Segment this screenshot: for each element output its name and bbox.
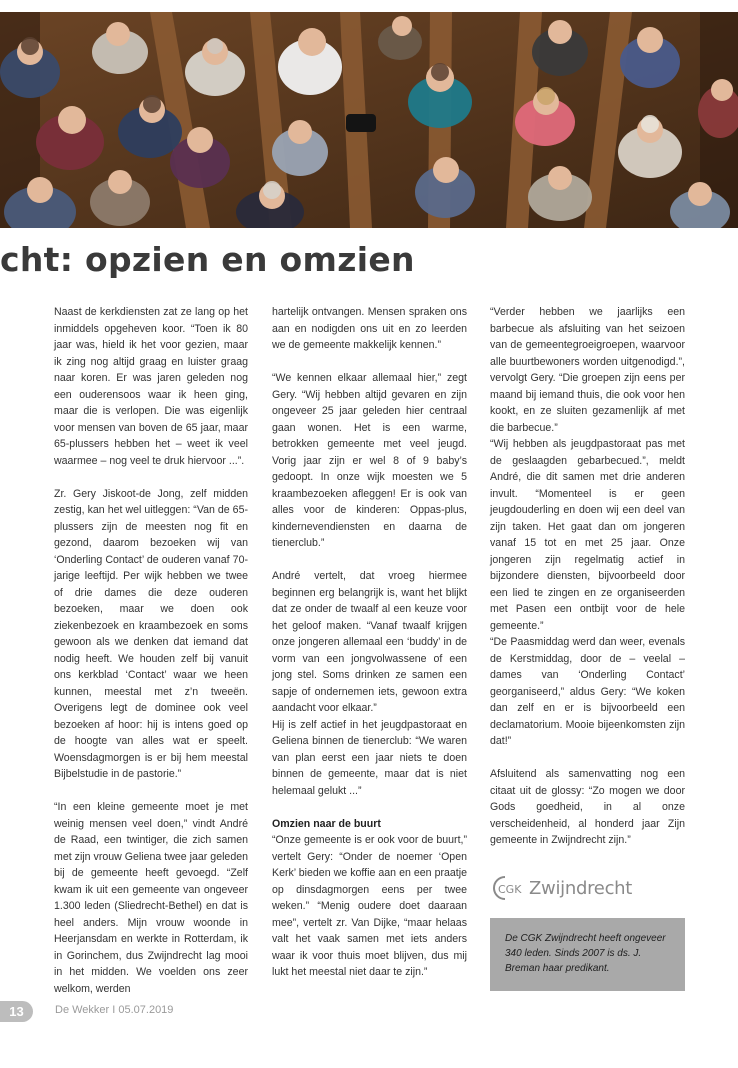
paragraph: “Wij hebben als jeugdpastoraat pas met de geslaagden gebarbecued.”, meldt André, die dit samen met drie anderen invult. “Momenteel is er geen jeugdouderling en doen wij een deel van zijn taken. Het gaat dan om jongeren vanaf 15 tot en met 25 jaar. Onze jongeren zijn regelmatig actief in bijzondere diensten, bijvoorbeeld door een lied te zingen en ze organiseerden met Pasen een ontbijt voor de hele gemeente.” [490,438,685,632]
footer-publication: De Wekker I 05.07.2019 [55,1004,174,1016]
cgk-logo-mark-icon [491,873,525,903]
info-box [490,918,685,991]
paragraph: Zr. Gery Jiskoot-de Jong, zelf midden zestig, kan het wel uitleggen: “Van de 65-plussers zijn de meesten nog fit en gezond, daarom bezoeken wij van ‘Onderling Contact’ de ouderen vanaf 70-jarige leeftijd. Per wijk hebben we twee of drie dames die deze ouderen bezoeken, maar we doen ook ziekenbezoek en kraambezoek en soms gewoon als we denken dat iemand dat nodig heeft. We houden zelf bij vanuit ons kerkblad ‘Contact’ waar we heen kunnen, meestal met z’n tweeën. Overigens legt de dominee ook veel bezoeken af hoor: hij is intens goed op de hoogte van alles wat er speelt. Woensdagmorgen is er bij hem meestal Bijbelstudie in de pastorie.” [54,487,248,780]
paragraph: Afsluitend als samenvatting nog een citaat uit de glossy: “Zo mogen we door Gods goedheid, in al onze verscheidenheid, al honderd jaar Zijn gemeente in Zwijndrecht zijn.” [490,768,685,846]
paragraph: “De Paasmiddag werd dan weer, evenals de Kerstmiddag, door de – veelal – dames van ‘Onderling Contact’ georganiseerd,” aldus Gery: “We koken dan zelf en er is bijvoorbeeld een declamatorium. Mooie bijeenkomsten zijn dat!” [490,636,685,747]
page-number-badge: 13 [0,1001,33,1022]
info-box-text: De CGK Zwijndrecht heeft ongeveer 340 leden. Sinds 2007 is ds. J. Breman haar predikant. [505,933,666,974]
paragraph: hartelijk ontvangen. Mensen spraken ons aan en nodigden ons uit en zo leerden we de gemeente makkelijk kennen.” [272,306,467,351]
logo-wordmark: Zwijndrecht [529,877,633,899]
paragraph: Naast de kerkdiensten zat ze lang op het inmiddels opgeheven koor. “Toen ik 80 jaar was, hield ik het voor gezien, maar ik zing nog altijd graag en luister graag naar koren. Er was jaren geleden nog een ouderensoos waar ik heen ging, maar die is verlopen. Die was eigenlijk voor mensen van boven de 65 jaar, maar 65-plussers hebben het – weet ik veel waarmee – nog veel te druk hiervoor ...”. [54,306,248,467]
article-column-3 [490,304,685,849]
paragraph: “Verder hebben we jaarlijks een barbecue als afsluiting van het seizoen van de gemeentegroeigroepen, waarvoor alle buurtbewoners worden uitgenodigd.”, vervolgt Gery. “Die groepen zijn eens per maand bij iemand thuis, die ook voor hen kookt, en ze sluiten gezamenlijk af met die barbecue.” [490,306,685,434]
article-headline: cht: opzien en omzien [0,240,415,279]
header-photo [0,12,738,228]
section-subheading: Omzien naar de buurt [272,817,381,830]
article-column-2 [272,304,467,981]
paragraph: “In een kleine gemeente moet je met weinig mensen veel doen,” vindt André de Raad, een twintiger, die zich samen met zijn vrouw Geliena twee jaar geleden bij de gemeente heeft gevoegd. “Zelf kwam ik uit een gemeente van ongeveer 1.300 leden (Sliedrecht-Bethel) en dat is heel anders. Mijn vrouw woonde in Heerjansdam en werkte in Rotterdam, ik in Gorinchem, dus Zwijndrecht lag mooi in het midden. We voelden ons zeer welkom, werden [54,801,248,995]
cgk-zwijndrecht-logo [491,871,641,905]
church-crowd-photo [0,12,738,228]
paragraph: André vertelt, dat vroeg hiermee beginnen erg belangrijk is, want het blijkt dat ze onder de twaalf al een keuze voor het geloof maken. “Vanaf twaalf krijgen onze jongeren allemaal een ‘buddy’ in de vorm van een jongvolwassene of een jong stel. Soms drinken ze samen een sapje of ondernemen iets, gewoon extra aandacht voor elkaar.” [272,570,467,714]
paragraph: “We kennen elkaar allemaal hier,” zegt Gery. “Wij hebben altijd gevaren en zijn ongeveer 25 jaar geleden hier centraal gaan wonen. Het is een warme, betrokken gemeente met veel jeugd. Vorig jaar zijn er wel 8 of 9 baby’s gedoopt. In onze wijk moesten we 5 kraambezoeken afleggen! Er is ook van alles voor de kinderen: Oppas-plus, kindernevendiensten en daarna de tienerclub.” [272,372,467,549]
article-column-1 [54,304,248,997]
paragraph: Hij is zelf actief in het jeugdpastoraat en Geliena binnen de tienerclub: “We waren van plan eerst een jaar niets te doen binnen de gemeente, maar dat is niet helemaal gelukt ...” [272,718,467,797]
svg-text:CGK: CGK [498,883,522,896]
paragraph: “Onze gemeente is er ook voor de buurt,” vertelt Gery: “Onder de noemer ‘Open Kerk’ bieden we koffie aan en een praatje op dinsdagmorgen eens per twee weken.” “Menig oudere doet daaraan mee”, vertelt zr. Van Dijke, “maar helaas valt het vaak samen met iets anders waar ik voor thuis moet blijven, dus mij lukt het meestal niet daar te zijn.” [272,834,467,978]
